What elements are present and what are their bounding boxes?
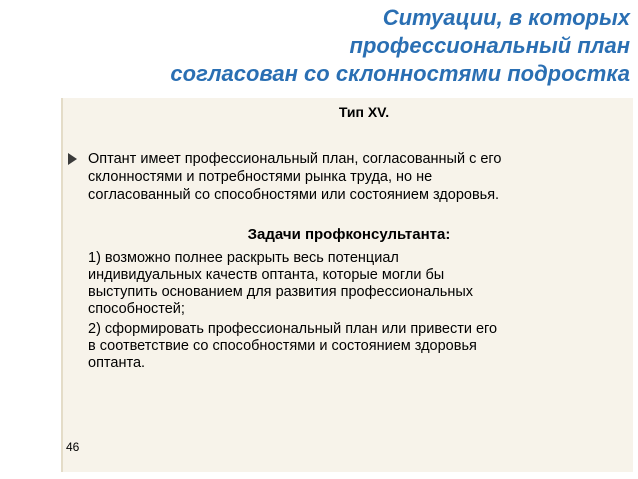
bullet-line-1: Оптант имеет профессиональный план, согласованный с его: [88, 151, 502, 167]
task-2-line-1: 2) сформировать профессиональный план или привести его: [88, 321, 498, 337]
content-panel-border: [61, 98, 63, 472]
slide-subtitle: Тип XV.: [338, 104, 390, 120]
bullet-item: [68, 150, 608, 204]
tasks-heading: Задачи профконсультанта:: [247, 226, 451, 243]
task-2-line-2: в соответствие со способностями и состоянием здоровья: [88, 338, 477, 354]
slide-title: [10, 4, 630, 88]
task-item-1: [88, 250, 608, 318]
task-item-2: [88, 321, 608, 372]
bullet-line-3: согласованный со способностями или состоянием здоровья.: [88, 187, 500, 203]
page-number: 46: [66, 440, 80, 454]
task-1-line-1: 1) возможно полнее раскрыть весь потенциал: [88, 250, 399, 266]
task-1-line-4: способностей;: [88, 301, 185, 317]
task-1-line-2: индивидуальных качеств оптанта, которые могли бы: [88, 267, 445, 283]
title-line-3: согласован со склонностями подростка: [170, 61, 630, 86]
task-1-line-3: выступить основанием для развития профессиональных: [88, 284, 474, 300]
title-line-2: профессиональный план: [349, 33, 630, 58]
task-2-line-3: оптанта.: [88, 355, 146, 371]
bullet-line-2: склонностями и потребностями рынка труда, но не: [88, 169, 433, 185]
arrow-bullet-icon: [68, 153, 77, 165]
title-line-1: Ситуации, в которых: [382, 5, 630, 30]
